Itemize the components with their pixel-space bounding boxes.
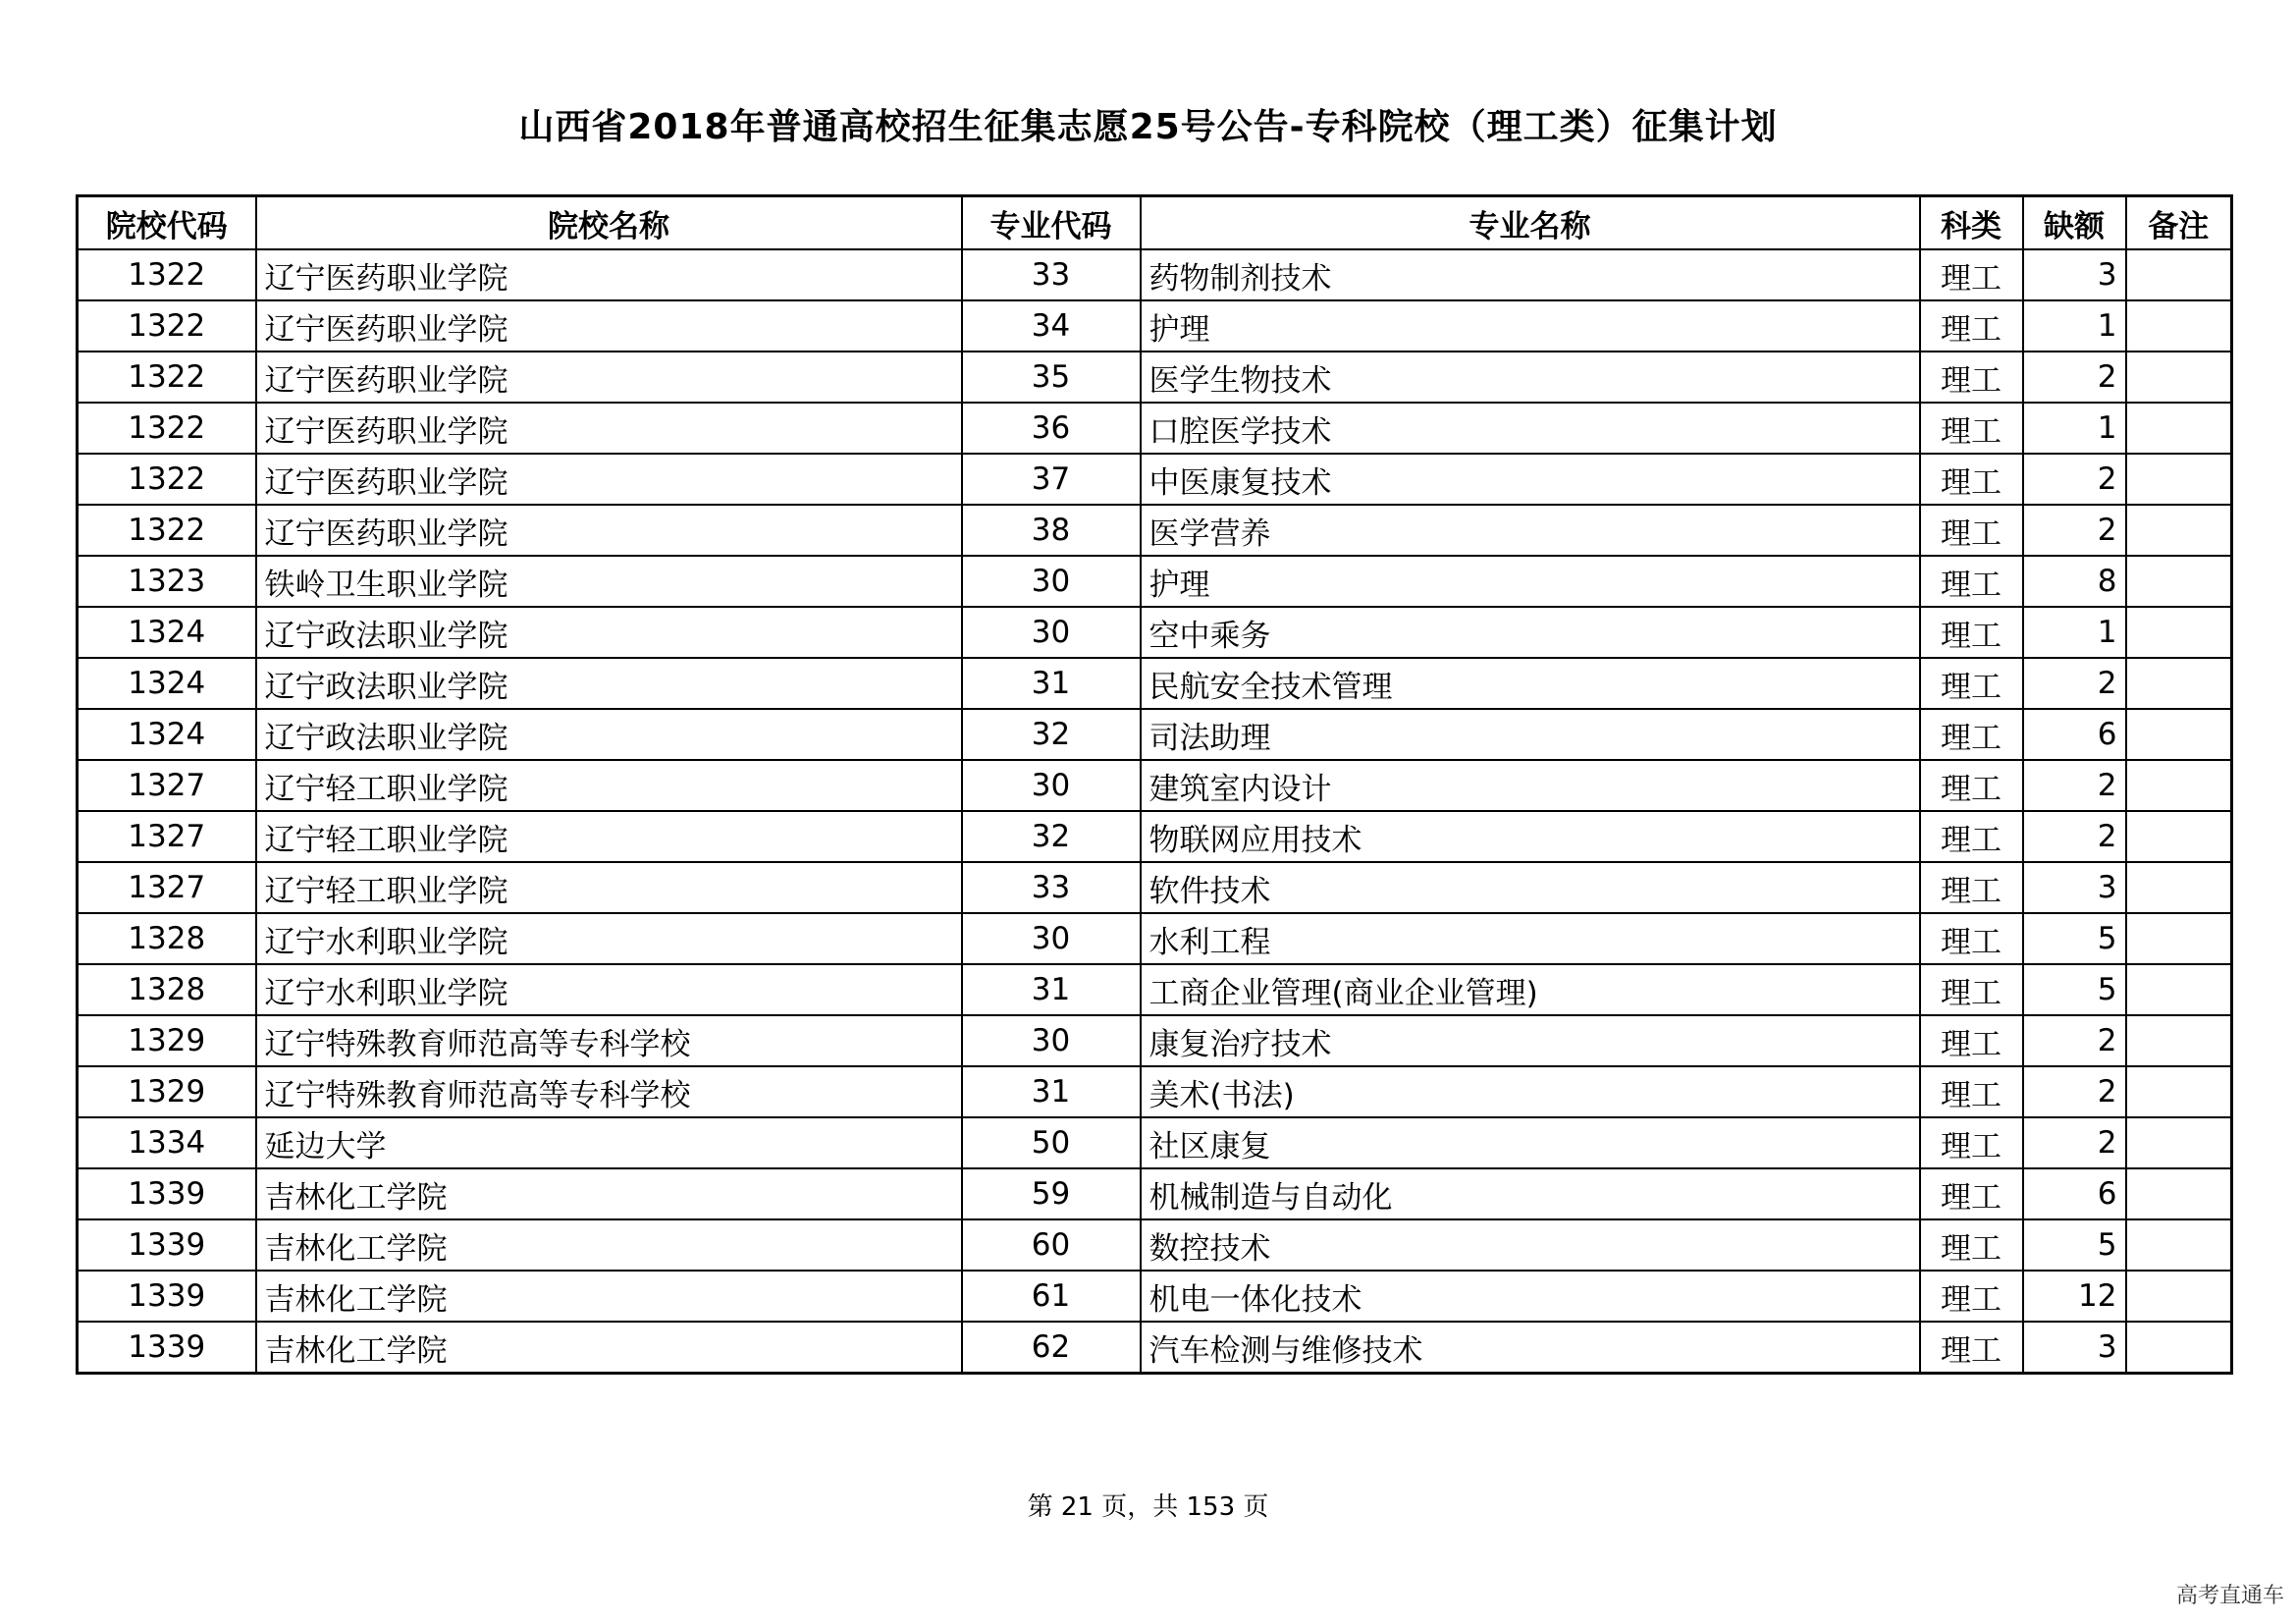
cell-major-name: 汽车检测与维修技术 <box>1141 1322 1920 1374</box>
cell-school-name: 辽宁医药职业学院 <box>256 505 962 556</box>
cell-school-name: 吉林化工学院 <box>256 1168 962 1219</box>
cell-remarks <box>2126 403 2232 454</box>
cell-vacancy: 2 <box>2023 1015 2126 1066</box>
header-category: 科类 <box>1920 196 2023 250</box>
cell-major-code: 33 <box>962 249 1141 300</box>
cell-major-code: 30 <box>962 556 1141 607</box>
table-row <box>78 658 2232 709</box>
cell-school-name: 辽宁轻工职业学院 <box>256 811 962 862</box>
cell-vacancy: 2 <box>2023 811 2126 862</box>
cell-major-name: 口腔医学技术 <box>1141 403 1920 454</box>
table-row <box>78 1168 2232 1219</box>
table-row <box>78 964 2232 1015</box>
cell-school-name: 吉林化工学院 <box>256 1271 962 1322</box>
cell-category: 理工 <box>1920 607 2023 658</box>
cell-vacancy: 12 <box>2023 1271 2126 1322</box>
cell-remarks <box>2126 556 2232 607</box>
cell-category: 理工 <box>1920 1117 2023 1168</box>
cell-major-name: 医学生物技术 <box>1141 352 1920 403</box>
cell-school-code: 1324 <box>78 709 256 760</box>
page-number-footer: 第 21 页，共 153 页 <box>1027 1492 1269 1522</box>
cell-school-name: 辽宁水利职业学院 <box>256 913 962 964</box>
cell-school-name: 辽宁政法职业学院 <box>256 709 962 760</box>
cell-school-code: 1327 <box>78 811 256 862</box>
cell-major-code: 62 <box>962 1322 1141 1374</box>
cell-category: 理工 <box>1920 913 2023 964</box>
cell-remarks <box>2126 454 2232 505</box>
cell-remarks <box>2126 1117 2232 1168</box>
cell-category: 理工 <box>1920 300 2023 352</box>
cell-major-name: 建筑室内设计 <box>1141 760 1920 811</box>
cell-school-code: 1322 <box>78 505 256 556</box>
enrollment-plan-table <box>76 194 2233 1375</box>
cell-remarks <box>2126 658 2232 709</box>
cell-category: 理工 <box>1920 1322 2023 1374</box>
cell-school-code: 1328 <box>78 964 256 1015</box>
cell-major-code: 30 <box>962 760 1141 811</box>
cell-school-name: 辽宁医药职业学院 <box>256 300 962 352</box>
table-row <box>78 1219 2232 1271</box>
cell-school-name: 辽宁医药职业学院 <box>256 352 962 403</box>
cell-major-name: 医学营养 <box>1141 505 1920 556</box>
cell-major-code: 37 <box>962 454 1141 505</box>
cell-category: 理工 <box>1920 249 2023 300</box>
cell-school-name: 延边大学 <box>256 1117 962 1168</box>
cell-major-name: 工商企业管理(商业企业管理) <box>1141 964 1920 1015</box>
cell-school-code: 1322 <box>78 403 256 454</box>
cell-major-name: 中医康复技术 <box>1141 454 1920 505</box>
cell-school-code: 1327 <box>78 760 256 811</box>
cell-school-code: 1339 <box>78 1322 256 1374</box>
cell-vacancy: 3 <box>2023 249 2126 300</box>
cell-category: 理工 <box>1920 1015 2023 1066</box>
cell-major-code: 32 <box>962 811 1141 862</box>
cell-major-code: 31 <box>962 964 1141 1015</box>
cell-vacancy: 2 <box>2023 505 2126 556</box>
cell-category: 理工 <box>1920 1271 2023 1322</box>
cell-major-name: 水利工程 <box>1141 913 1920 964</box>
table-header-row <box>78 196 2232 250</box>
cell-category: 理工 <box>1920 811 2023 862</box>
cell-remarks <box>2126 607 2232 658</box>
cell-category: 理工 <box>1920 709 2023 760</box>
cell-vacancy: 6 <box>2023 1168 2126 1219</box>
cell-major-name: 机电一体化技术 <box>1141 1271 1920 1322</box>
cell-category: 理工 <box>1920 862 2023 913</box>
cell-major-name: 民航安全技术管理 <box>1141 658 1920 709</box>
cell-major-code: 35 <box>962 352 1141 403</box>
cell-category: 理工 <box>1920 403 2023 454</box>
header-major-code: 专业代码 <box>962 196 1141 250</box>
cell-school-code: 1323 <box>78 556 256 607</box>
cell-major-name: 药物制剂技术 <box>1141 249 1920 300</box>
header-major-name: 专业名称 <box>1141 196 1920 250</box>
cell-major-code: 50 <box>962 1117 1141 1168</box>
cell-school-code: 1329 <box>78 1066 256 1117</box>
cell-category: 理工 <box>1920 1168 2023 1219</box>
cell-school-code: 1322 <box>78 352 256 403</box>
cell-school-name: 辽宁特殊教育师范高等专科学校 <box>256 1066 962 1117</box>
cell-major-code: 61 <box>962 1271 1141 1322</box>
cell-major-name: 物联网应用技术 <box>1141 811 1920 862</box>
cell-major-code: 31 <box>962 658 1141 709</box>
cell-category: 理工 <box>1920 760 2023 811</box>
cell-vacancy: 5 <box>2023 1219 2126 1271</box>
cell-vacancy: 2 <box>2023 352 2126 403</box>
cell-major-code: 30 <box>962 913 1141 964</box>
cell-category: 理工 <box>1920 454 2023 505</box>
cell-category: 理工 <box>1920 505 2023 556</box>
cell-remarks <box>2126 1015 2232 1066</box>
cell-remarks <box>2126 249 2232 300</box>
cell-major-name: 机械制造与自动化 <box>1141 1168 1920 1219</box>
table-row <box>78 403 2232 454</box>
cell-category: 理工 <box>1920 352 2023 403</box>
cell-vacancy: 1 <box>2023 607 2126 658</box>
cell-vacancy: 1 <box>2023 300 2126 352</box>
cell-major-name: 美术(书法) <box>1141 1066 1920 1117</box>
table-body <box>78 249 2232 1374</box>
cell-major-code: 34 <box>962 300 1141 352</box>
cell-remarks <box>2126 1168 2232 1219</box>
table-row <box>78 913 2232 964</box>
cell-remarks <box>2126 709 2232 760</box>
cell-school-code: 1324 <box>78 658 256 709</box>
cell-school-code: 1339 <box>78 1271 256 1322</box>
cell-remarks <box>2126 1271 2232 1322</box>
cell-remarks <box>2126 505 2232 556</box>
cell-major-code: 33 <box>962 862 1141 913</box>
table-row <box>78 300 2232 352</box>
cell-school-code: 1339 <box>78 1219 256 1271</box>
cell-major-code: 30 <box>962 607 1141 658</box>
cell-school-name: 辽宁水利职业学院 <box>256 964 962 1015</box>
cell-school-name: 吉林化工学院 <box>256 1322 962 1374</box>
cell-vacancy: 2 <box>2023 1117 2126 1168</box>
cell-school-code: 1334 <box>78 1117 256 1168</box>
cell-school-code: 1322 <box>78 454 256 505</box>
table-row <box>78 454 2232 505</box>
cell-remarks <box>2126 352 2232 403</box>
cell-category: 理工 <box>1920 556 2023 607</box>
cell-school-code: 1329 <box>78 1015 256 1066</box>
cell-remarks <box>2126 1322 2232 1374</box>
cell-school-code: 1327 <box>78 862 256 913</box>
cell-vacancy: 5 <box>2023 964 2126 1015</box>
cell-major-name: 护理 <box>1141 300 1920 352</box>
cell-category: 理工 <box>1920 1066 2023 1117</box>
watermark-text: 高考直通车 <box>2175 1584 2284 1608</box>
cell-major-code: 60 <box>962 1219 1141 1271</box>
header-vacancy: 缺额 <box>2023 196 2126 250</box>
table-row <box>78 709 2232 760</box>
cell-vacancy: 5 <box>2023 913 2126 964</box>
cell-major-name: 社区康复 <box>1141 1117 1920 1168</box>
cell-school-code: 1322 <box>78 249 256 300</box>
cell-vacancy: 2 <box>2023 760 2126 811</box>
cell-vacancy: 2 <box>2023 1066 2126 1117</box>
table-row <box>78 505 2232 556</box>
cell-category: 理工 <box>1920 658 2023 709</box>
cell-remarks <box>2126 760 2232 811</box>
cell-major-name: 司法助理 <box>1141 709 1920 760</box>
cell-remarks <box>2126 964 2232 1015</box>
cell-major-code: 31 <box>962 1066 1141 1117</box>
cell-school-code: 1339 <box>78 1168 256 1219</box>
cell-school-name: 铁岭卫生职业学院 <box>256 556 962 607</box>
table-row <box>78 249 2232 300</box>
cell-vacancy: 3 <box>2023 862 2126 913</box>
cell-major-name: 空中乘务 <box>1141 607 1920 658</box>
cell-remarks <box>2126 300 2232 352</box>
cell-school-code: 1328 <box>78 913 256 964</box>
cell-major-name: 康复治疗技术 <box>1141 1015 1920 1066</box>
cell-vacancy: 2 <box>2023 454 2126 505</box>
header-school-code: 院校代码 <box>78 196 256 250</box>
cell-school-code: 1324 <box>78 607 256 658</box>
cell-category: 理工 <box>1920 1219 2023 1271</box>
cell-school-code: 1322 <box>78 300 256 352</box>
cell-remarks <box>2126 1219 2232 1271</box>
cell-vacancy: 8 <box>2023 556 2126 607</box>
cell-school-name: 辽宁医药职业学院 <box>256 249 962 300</box>
cell-remarks <box>2126 913 2232 964</box>
table-row <box>78 1117 2232 1168</box>
cell-school-name: 辽宁医药职业学院 <box>256 403 962 454</box>
cell-school-name: 辽宁轻工职业学院 <box>256 862 962 913</box>
cell-school-name: 辽宁政法职业学院 <box>256 658 962 709</box>
cell-vacancy: 3 <box>2023 1322 2126 1374</box>
table-row <box>78 811 2232 862</box>
cell-major-name: 护理 <box>1141 556 1920 607</box>
table-row <box>78 352 2232 403</box>
cell-school-name: 辽宁特殊教育师范高等专科学校 <box>256 1015 962 1066</box>
cell-school-name: 辽宁医药职业学院 <box>256 454 962 505</box>
table-row <box>78 1066 2232 1117</box>
table-row <box>78 1271 2232 1322</box>
cell-major-code: 30 <box>962 1015 1141 1066</box>
cell-remarks <box>2126 1066 2232 1117</box>
cell-major-name: 数控技术 <box>1141 1219 1920 1271</box>
cell-vacancy: 2 <box>2023 658 2126 709</box>
cell-remarks <box>2126 862 2232 913</box>
cell-remarks <box>2126 811 2232 862</box>
cell-major-code: 36 <box>962 403 1141 454</box>
table-row <box>78 760 2232 811</box>
cell-school-name: 吉林化工学院 <box>256 1219 962 1271</box>
cell-major-name: 软件技术 <box>1141 862 1920 913</box>
table-row <box>78 556 2232 607</box>
table-row <box>78 1322 2232 1374</box>
cell-school-name: 辽宁政法职业学院 <box>256 607 962 658</box>
table-row <box>78 1015 2232 1066</box>
cell-major-code: 38 <box>962 505 1141 556</box>
cell-vacancy: 6 <box>2023 709 2126 760</box>
cell-major-code: 59 <box>962 1168 1141 1219</box>
header-remarks: 备注 <box>2126 196 2232 250</box>
table-row <box>78 607 2232 658</box>
cell-category: 理工 <box>1920 964 2023 1015</box>
header-school-name: 院校名称 <box>256 196 962 250</box>
document-title: 山西省2018年普通高校招生征集志愿25号公告-专科院校（理工类）征集计划 <box>518 107 1778 147</box>
cell-major-code: 32 <box>962 709 1141 760</box>
cell-vacancy: 1 <box>2023 403 2126 454</box>
cell-school-name: 辽宁轻工职业学院 <box>256 760 962 811</box>
table-row <box>78 862 2232 913</box>
